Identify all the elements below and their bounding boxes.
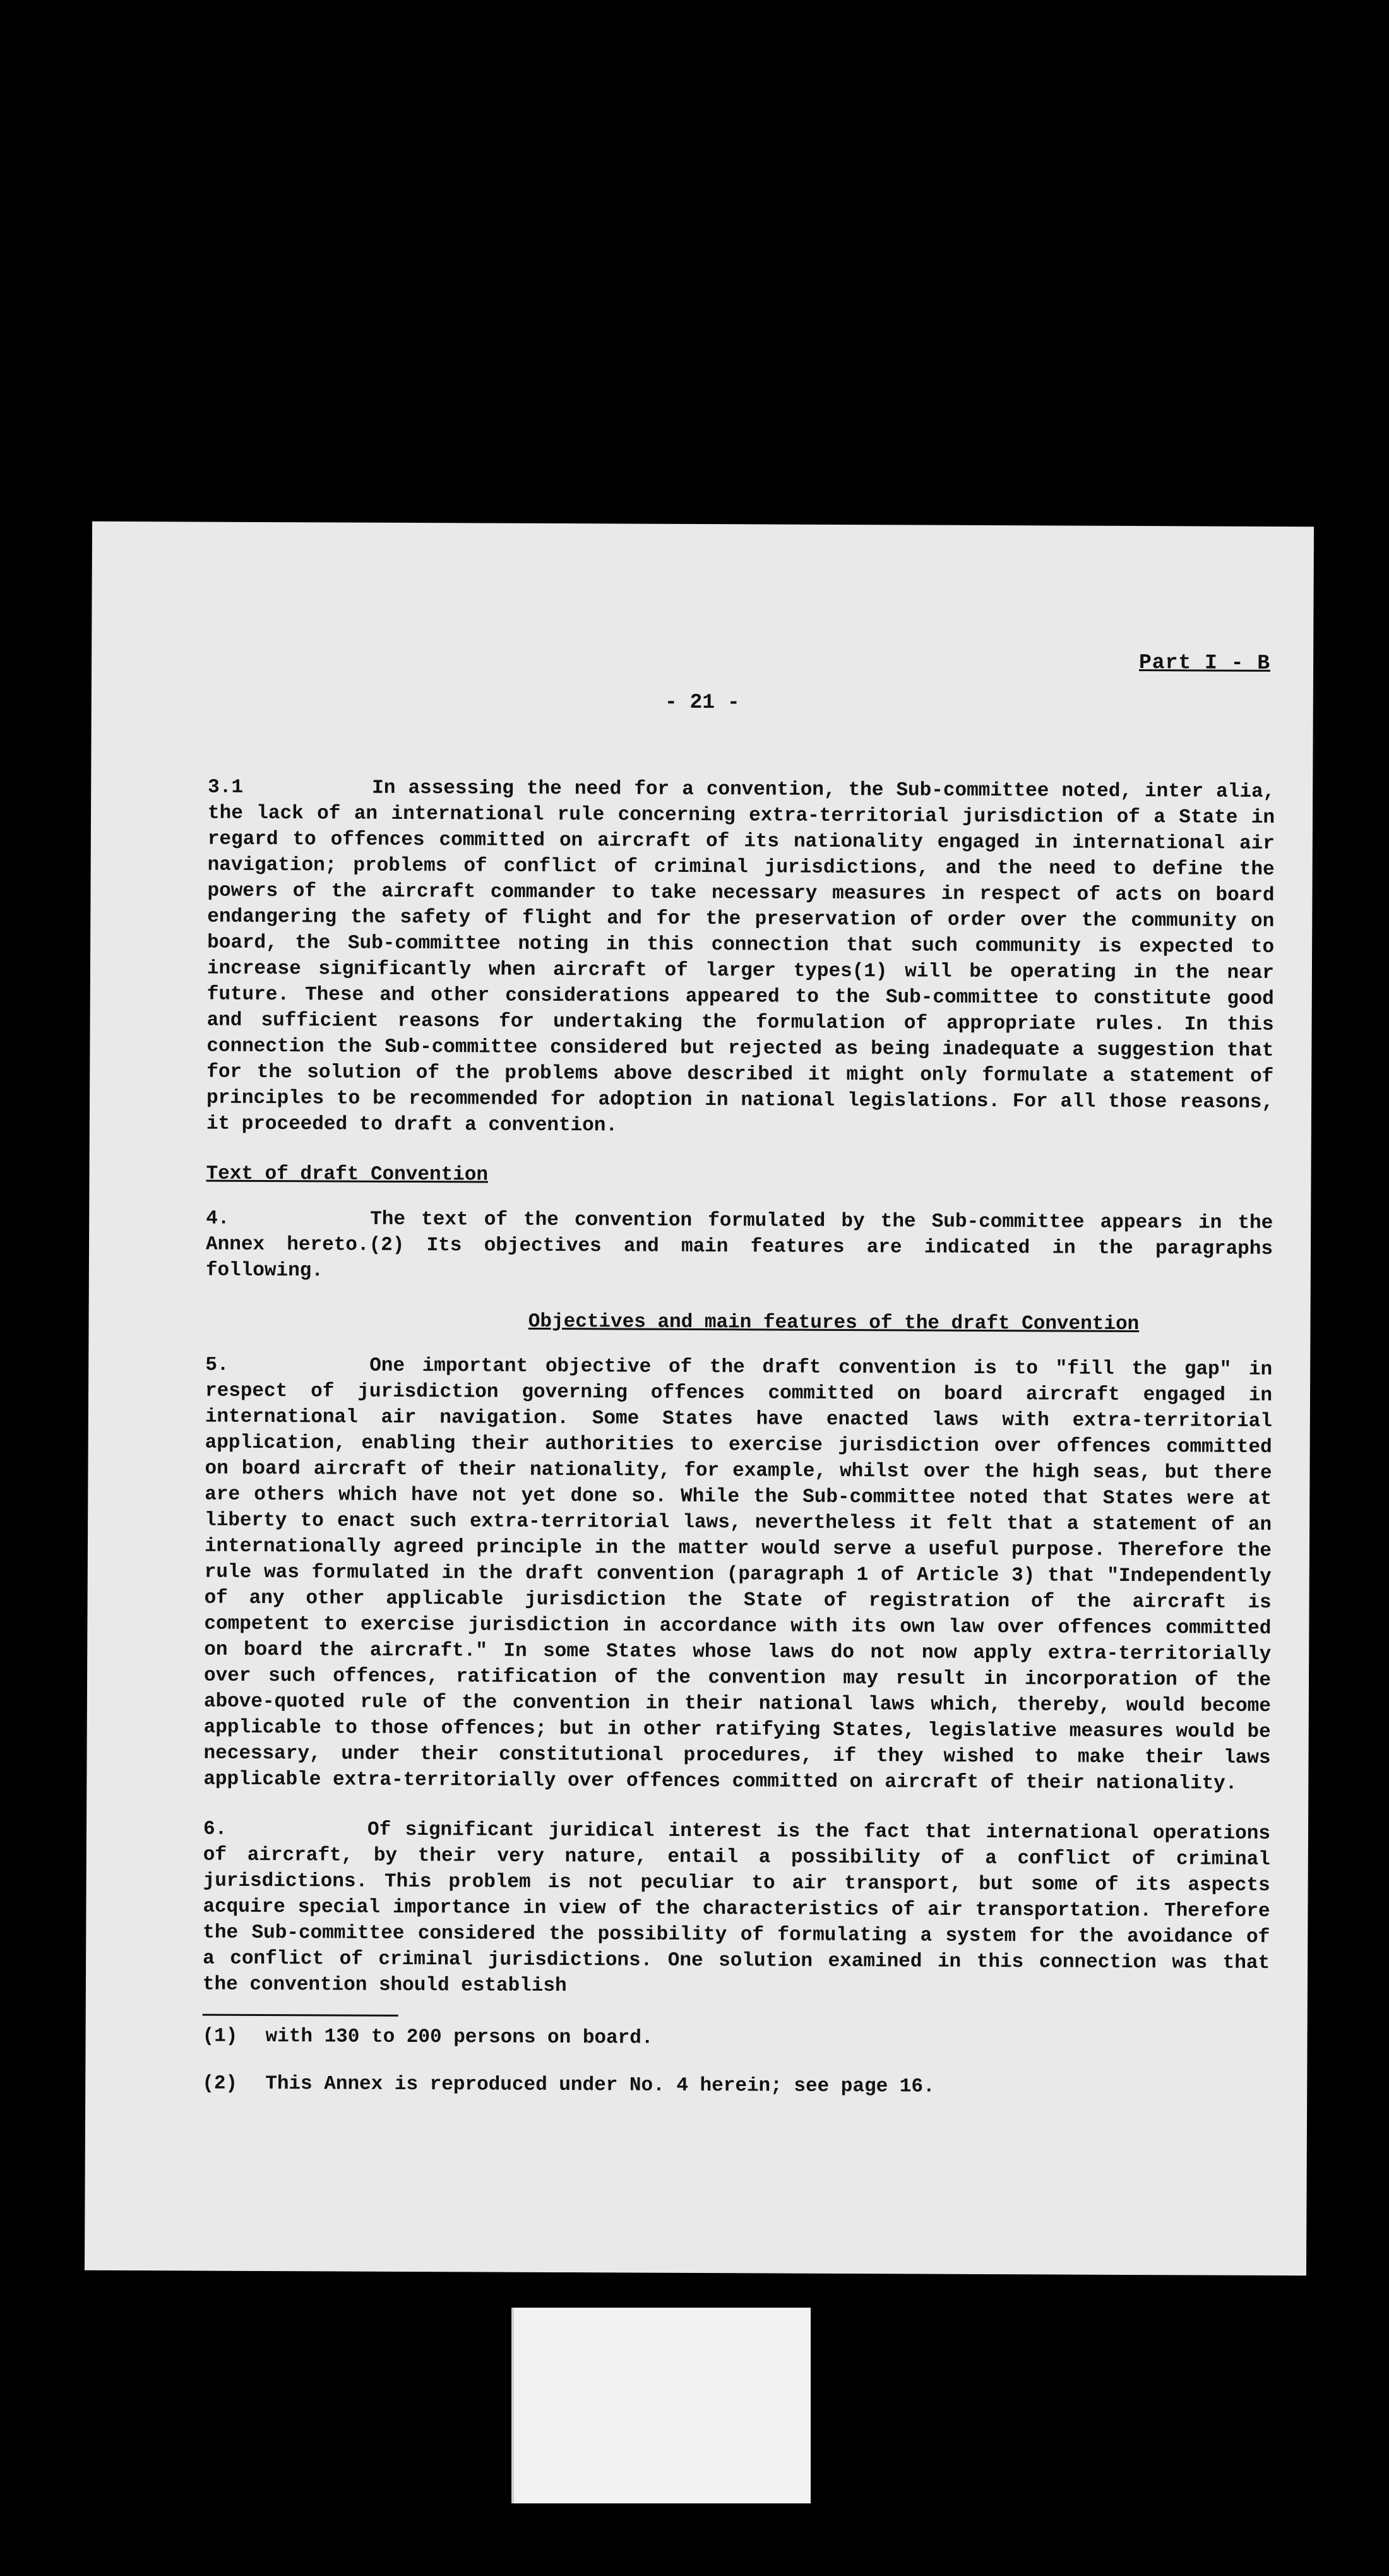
footnote [202, 2071, 1269, 2101]
paragraph [203, 1352, 1272, 1797]
paragraph-number: 4. [206, 1207, 230, 1230]
film-label-card [511, 2308, 811, 2503]
part-label: Part I - B [1138, 651, 1271, 675]
paragraph-number: 3.1 [208, 776, 244, 799]
paragraph [206, 775, 1275, 1142]
section-heading: Text of draft Convention [206, 1162, 489, 1186]
paragraph [203, 1816, 1270, 2002]
paragraph-text: Of significant juridical interest is the fact that international operations of aircraft, by their very nature, entail a possibility of a conflict of criminal jurisdictions. This problem is not peculiar to air transport, but some of its aspects acquire special importance in view of the characteristics of air transportation. Therefore the Sub-committee considered the possibility of formulating a system for the avoidance of a conflict of criminal jurisdictions. One solution examined in this connection was that the convention should establish [202, 1818, 1271, 1998]
paragraph [206, 1206, 1273, 1288]
footnote-text: This Annex is reproduced under No. 4 herein; see page 16. [265, 2073, 935, 2098]
paragraph-text: In assessing the need for a convention, the Sub-committee noted, inter alia, the lack of an international rule concerning extra-territorial jurisdiction of a State in regard to offences committed on aircraft of its nationality engaged in international air navigation; problems of conflict of criminal jurisdictions, and the need to define the powers of the aircraft commander to take necessary measures in respect of acts on board endangering the safety of flight and for the preservation of order over the community on board, the Sub-committee noting in this connection that such community is expected to increase significantly when aircraft of larger types(1) will be operating in the near future. These and other considerations appeared to the Sub-committee to constitute good and sufficient reasons for undertaking the formulation of appropriate rules. In this connection the Sub-committee considered but rejected as being inadequate a suggestion that for the solution of the problems above described it might only formulate a statement of principles to be recommended for adoption in national legislations. For all those reasons, it proceeded to draft a convention. [206, 777, 1275, 1137]
document-page [85, 522, 1314, 2275]
section-heading: Objectives and main features of the draft Convention [528, 1310, 1140, 1336]
footnote-text: with 130 to 200 persons on board. [265, 2025, 653, 2049]
footnote [202, 2024, 1269, 2054]
page-number: - 21 - [664, 690, 740, 715]
footnote-number: (1) [202, 2025, 238, 2048]
footnote-number: (2) [202, 2072, 238, 2095]
footnote-rule [203, 2014, 398, 2017]
paragraph-number: 6. [203, 1818, 227, 1840]
document-body [202, 775, 1275, 2123]
paragraph-number: 5. [205, 1354, 229, 1376]
paragraph-text: The text of the convention formulated by the Sub-committee appears in the Annex hereto.(2) Its objectives and main features are indicated in the paragraphs following. [205, 1208, 1273, 1282]
paragraph-text: One important objective of the draft convention is to "fill the gap" in respect of jurisdiction governing offences committed on board aircraft engaged in international air navigation. Some States have enacted laws with extra-territorial application, enabling their authorities to exercise jurisdiction over offences committed on board aircraft of their nationality, for example, whilst over the high seas, but there are others which have not yet done so. While the Sub-committee noted that States were at liberty to enact such extra-territorial laws, nevertheless it felt that a statement of an internationally agreed principle in the matter would serve a useful purpose. Therefore the rule was formulated in the draft convention (paragraph 1 of Article 3) that "Independently of any other applicable jurisdiction the State of registration of the aircraft is competent to exercise jurisdiction in accordance with its own law over offences committed on board the aircraft." In some States whose laws do not now apply extra-territorially over such offences, ratification of the convention may result in incorporation of the above-quoted rule of the convention in their national laws which, thereby, would become applicable to those offences; but in other ratifying States, legislative measures would be necessary, under their constitutional procedures, if they wished to make their laws applicable extra-territorially over offences committed on aircraft of their nationality. [203, 1354, 1273, 1795]
